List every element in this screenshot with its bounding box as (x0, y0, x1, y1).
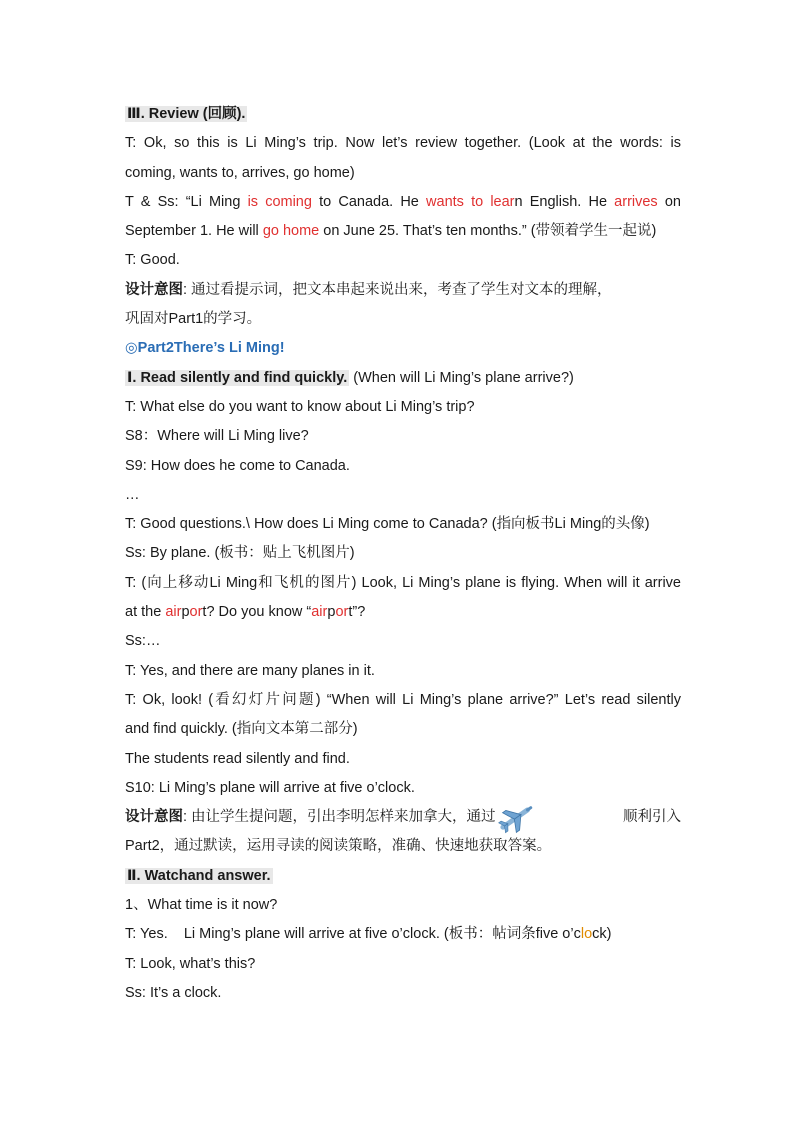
text-line: … (125, 486, 140, 503)
text-line (125, 598, 681, 627)
text-span: T: Yes. Li Ming’s plane will arrive at five o’clock. (板书：帖词条five o’c (125, 926, 581, 943)
review-heading-line (125, 100, 681, 129)
text-line: T: Good. (125, 252, 180, 269)
text-span: at the (125, 604, 166, 621)
highlight-red: air (311, 604, 328, 621)
text-line: T: Good questions.\ How does Li Ming come to Canada? (指向板书Li Ming的头像) (125, 516, 650, 533)
watch-heading-line (125, 862, 681, 891)
text-span: p (327, 604, 336, 621)
text-line: T: Ok, so this is Li Ming’s trip. Now let’s review together. (Look at the words: is (125, 135, 681, 152)
text-span: ck) (592, 926, 612, 943)
read-heading: Ⅰ. Read silently and find quickly. (127, 369, 348, 386)
highlight-red: wants to lear (426, 193, 515, 210)
text-span: on (657, 193, 681, 210)
text-line: Ss:… (125, 633, 161, 650)
text-line (125, 920, 681, 949)
text-line: Ss: It’s a clock. (125, 984, 222, 1001)
design-intent-label: 设计意图 (125, 281, 183, 298)
text-line: T: (向上移动Li Ming和飞机的图片) Look, Li Ming’s plane is flying. When will it arrive (125, 574, 681, 591)
text-line: 巩固对Part1的学习。 (125, 311, 262, 328)
design-intent-text: 顺利引入 (623, 809, 681, 826)
review-heading: Ⅲ. Review (回顾). (127, 106, 246, 122)
text-line: T: Look, what’s this? (125, 955, 256, 972)
text-line: The students read silently and find. (125, 750, 350, 767)
highlight-red: air (165, 604, 182, 621)
read-heading-line (125, 364, 681, 393)
text-line: T: Yes, and there are many planes in it. (125, 662, 375, 679)
text-line: S9: How does he come to Canada. (125, 457, 350, 474)
highlight-red: or (189, 604, 203, 621)
text-line: 1、What time is it now? (125, 897, 278, 914)
text-line: S8：Where will Li Ming live? (125, 428, 309, 445)
text-line (125, 188, 681, 217)
part2-title: ◎Part2There’s Li Ming! (125, 340, 285, 357)
text-line: S10: Li Ming’s plane will arrive at five o’clock. (125, 779, 415, 796)
text-line: T: Ok, look! (看幻灯片问题) “When will Li Ming’s plane arrive?” Let’s read silently (125, 691, 681, 708)
text-line: and find quickly. (指向文本第二部分) (125, 721, 358, 738)
text-line: Ss: By plane. (板书：贴上飞机图片) (125, 545, 355, 562)
design-intent-line (125, 276, 681, 305)
text-span: t”? (348, 604, 366, 621)
highlight-orange: lo (580, 926, 593, 943)
highlight-red: is coming (247, 193, 312, 210)
design-intent-text: : 通过看提示词，把文本串起来说出来，考查了学生对文本的理解， (183, 281, 612, 298)
design-intent-line (125, 803, 681, 832)
airplane-icon (496, 801, 536, 835)
design-intent-label: 设计意图 (125, 809, 183, 826)
text-line (125, 217, 681, 246)
text-line: T: What else do you want to know about Li Ming’s trip? (125, 398, 475, 415)
design-intent-text: : 由让学生提问题，引出李明怎样来加拿大，通过 (183, 809, 496, 826)
text-span: September 1. He will (125, 223, 263, 240)
text-span: to Canada. He (311, 193, 427, 210)
text-span: (When will Li Ming’s plane arrive?) (349, 369, 574, 386)
highlight-red: go home (262, 223, 320, 240)
text-span: on June 25. That’s ten months.” (带领着学生一起说) (319, 223, 657, 240)
highlight-red: or (335, 604, 349, 621)
text-line: coming, wants to, arrives, go home) (125, 164, 355, 181)
highlight-red: arrives (614, 193, 658, 210)
text-span: p (181, 604, 190, 621)
text-line: Part2，通过默读，运用寻读的阅读策略，准确、快速地获取答案。 (125, 838, 552, 855)
text-span: n English. He (514, 193, 615, 210)
watch-heading: Ⅱ. Watchand answer. (127, 867, 271, 884)
document-page (125, 100, 681, 1008)
text-span: T & Ss: “Li Ming (125, 193, 248, 210)
text-span: t? Do you know “ (202, 604, 312, 621)
